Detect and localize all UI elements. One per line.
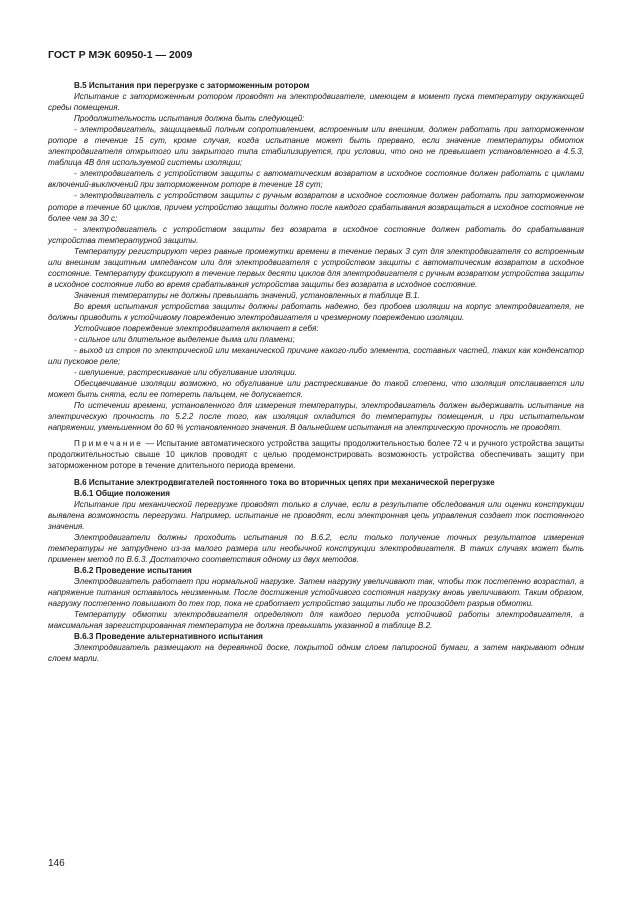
section-heading-b5: В.5 Испытания при перегрузке с заторможенным ротором	[74, 81, 310, 90]
standard-header: ГОСТ Р МЭК 60950-1 — 2009	[48, 49, 193, 61]
list-item: - выход из строя по электрической или механической причине какого-либо элемента, составных частей, таких как конденсатор или пусковое реле;	[48, 346, 584, 367]
paragraph: По истечении времени, установленного для измерения температуры, электродвигатель должен выдерживать испытание на электрическую прочность по 5.2.2 после того, как изоляция охладится до температуры помещения, и при испытательном напряжении, уменьшенном до 60 % установленного значения. В дальнейшем испытания на электрическую прочность не проводят.	[48, 401, 584, 433]
paragraph: Обесцвечивание изоляции возможно, но обугливание или растрескивание до такой степени, что изоляция отслаивается или может быть снята, если ее потереть пальцем, не допускается.	[48, 379, 584, 400]
list-item: - электродвигатель с устройством защиты с автоматическим возвратом в исходное состояние должен работать с циклами включений-выключений при заторможенном роторе в течение 18 сут;	[48, 169, 584, 190]
paragraph: Электродвигатели должны проходить испытания по В.6.2, если только получение точных результатов измерения температуры не затруднено из-за малого размера или необычной конструкции электродвигателя. В таких случаях может быть применен метод по В.6.3. Достаточно соответствия одному из двух методов.	[48, 532, 584, 564]
section-heading-b63: В.6.3 Проведение альтернативного испытания	[74, 632, 263, 642]
paragraph: Испытание с заторможенным ротором проводят на электродвигателе, имеющем в момент пуска температуру окружающей среды помещения.	[48, 92, 584, 113]
paragraph: Значения температуры не должны превышать значений, установленных в таблице В.1.	[74, 290, 420, 300]
paragraph: Испытание при механической перегрузке проводят только в случае, если в результате обследования или оценки конструкции выявлена возможность перегрузки. Например, испытание не проводят, если электронная цепь управления создает ток постоянного значения.	[48, 499, 584, 531]
paragraph: Температуру обмотки электродвигателя определяют для каждого периода устойчивой работы электродвигателя, а максимальная зарегистрированная температура не должна превышать указанной в таблице В.2.	[48, 610, 584, 631]
page-number: 146	[48, 858, 65, 869]
paragraph: Продолжительность испытания должна быть следующей:	[74, 114, 305, 124]
list-item: - сильное или длительное выделение дыма или пламени;	[74, 335, 295, 345]
paragraph: Электродвигатель размещают на деревянной доске, покрытой одним слоем папиросной бумаги, а затем накрывают одним слоем марли.	[48, 643, 584, 664]
note	[48, 438, 584, 471]
paragraph: Температуру регистрируют через равные промежутки времени в течение первых 3 сут для электродвигателя со встроенным или внешним защитным импедансом или для электродвигателя с устройством защиты с автоматическим возвратом в исходное состояние. Температуру фиксируют в течение первых десяти циклов для электродвигателя с ручным возвратом устройства защиты в исходное состояние либо во время срабатывания устройства защиты без возврата в исходное состояние.	[48, 246, 584, 289]
list-item: - электродвигатель с устройством защиты с ручным возвратом в исходное состояние должен работать при заторможенном роторе в течение 60 циклов, причем устройство защиты должно после каждого срабатывания возвращаться в исходное состояние не более чем за 30 с;	[48, 191, 584, 223]
note-label: Примечание	[74, 438, 144, 448]
list-item: - электродвигатель с устройством защиты без возврата в исходное состояние должен работать до срабатывания устройства температурной защиты.	[48, 224, 584, 245]
section-heading-b61: В.6.1 Общие положения	[74, 488, 171, 498]
document-body	[48, 80, 584, 664]
section-heading-b62: В.6.2 Проведение испытания	[74, 566, 192, 576]
list-item: - электродвигатель, защищаемый полным сопротивлением, встроенным или внешним, должен работать при заторможенном роторе в течение 15 сут, кроме случая, когда испытание может быть прервано, если значение температуры обмоток электродвигателя открытого или закрытого типа стабилизируется, при условии, что оно не превышает установленного в 4.5.3, таблица 4В для используемой системы изоляции;	[48, 125, 584, 168]
section-heading-b6: В.6 Испытание электродвигателей постоянного тока во вторичных цепях при механической перегрузке	[74, 477, 495, 487]
list-item: - шелушение, растрескивание или обугливание изоляции.	[74, 368, 297, 378]
paragraph: Электродвигатель работает при нормальной нагрузке. Затем нагрузку увеличивают так, чтобы ток постепенно возрастал, а напряжение питания оставалось неизменным. После достижения устойчивого состояния нагрузку вновь увеличивают. Таким образом, нагрузку постепенно повышают до тех пор, пока не сработает устройство защиты либо не произойдет разрыв обмотки.	[48, 577, 584, 609]
note-text: — Испытание автоматического устройства защиты продолжительностью более 72 ч и ручного устройства защиты продолжительностью свыше 10 циклов проводят с целью продемонстрировать возможность устройства обеспечивать защиту при заторможенном роторе в течение длительного периода времени.	[48, 438, 584, 470]
paragraph: Устойчивое повреждение электродвигателя включает в себя:	[74, 324, 319, 334]
paragraph: Во время испытания устройства защиты должны работать надежно, без пробоев изоляции на корпус электродвигателя, не должны приводить к устойчивому повреждению электродвигателя и чрезмерному повреждению изоляции.	[48, 301, 584, 322]
